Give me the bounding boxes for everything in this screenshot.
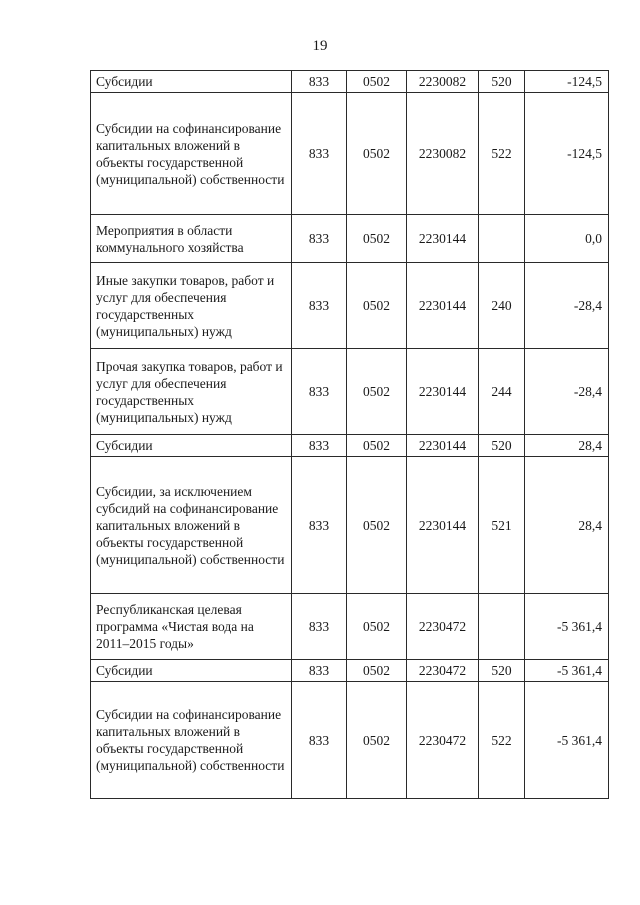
expense-type-cell: 522 (479, 93, 525, 215)
table-row (91, 215, 609, 263)
section-code-cell: 0502 (347, 457, 407, 594)
row-name-cell: Субсидии (91, 71, 292, 93)
article-code-cell: 2230144 (407, 215, 479, 263)
row-name-cell: Иные закупки товаров, работ и услуг для обеспечения государственных (муниципальных) нужд (91, 263, 292, 349)
section-code-cell: 0502 (347, 660, 407, 682)
ministry-code-cell: 833 (292, 457, 347, 594)
table-row (91, 457, 609, 594)
table-row (91, 435, 609, 457)
table-row (91, 93, 609, 215)
ministry-code-cell: 833 (292, 349, 347, 435)
table-row (91, 71, 609, 93)
section-code-cell: 0502 (347, 93, 407, 215)
article-code-cell: 2230144 (407, 457, 479, 594)
amount-cell: -28,4 (525, 263, 609, 349)
row-name-cell: Субсидии (91, 660, 292, 682)
amount-cell: 28,4 (525, 457, 609, 594)
amount-cell: -5 361,4 (525, 660, 609, 682)
section-code-cell: 0502 (347, 71, 407, 93)
row-name-cell: Субсидии, за исключением субсидий на софинансирование капитальных вложений в объекты государственной (муниципальной) собственности (91, 457, 292, 594)
row-name-cell: Субсидии на софинансирование капитальных вложений в объекты государственной (муниципальной) собственности (91, 682, 292, 799)
article-code-cell: 2230472 (407, 660, 479, 682)
ministry-code-cell: 833 (292, 594, 347, 660)
article-code-cell: 2230082 (407, 93, 479, 215)
table-row (91, 263, 609, 349)
expense-type-cell: 520 (479, 660, 525, 682)
ministry-code-cell: 833 (292, 263, 347, 349)
amount-cell: -5 361,4 (525, 682, 609, 799)
expense-type-cell: 522 (479, 682, 525, 799)
expense-type-cell: 244 (479, 349, 525, 435)
row-name-cell: Мероприятия в области коммунального хозяйства (91, 215, 292, 263)
row-name-cell: Прочая закупка товаров, работ и услуг для обеспечения государственных (муниципальных) нужд (91, 349, 292, 435)
amount-cell: -124,5 (525, 71, 609, 93)
expense-type-cell: 520 (479, 435, 525, 457)
expense-type-cell (479, 594, 525, 660)
ministry-code-cell: 833 (292, 71, 347, 93)
row-name-cell: Субсидии на софинансирование капитальных вложений в объекты государственной (муниципальной) собственности (91, 93, 292, 215)
expense-type-cell: 521 (479, 457, 525, 594)
expense-type-cell: 520 (479, 71, 525, 93)
article-code-cell: 2230144 (407, 435, 479, 457)
page-number: 19 (312, 38, 328, 54)
table-row (91, 660, 609, 682)
ministry-code-cell: 833 (292, 682, 347, 799)
row-name-cell: Республиканская целевая программа «Чистая вода на 2011–2015 годы» (91, 594, 292, 660)
table-row (91, 682, 609, 799)
amount-cell: 28,4 (525, 435, 609, 457)
article-code-cell: 2230472 (407, 682, 479, 799)
article-code-cell: 2230472 (407, 594, 479, 660)
amount-cell: 0,0 (525, 215, 609, 263)
article-code-cell: 2230082 (407, 71, 479, 93)
section-code-cell: 0502 (347, 435, 407, 457)
section-code-cell: 0502 (347, 682, 407, 799)
table-row (91, 349, 609, 435)
table-row (91, 594, 609, 660)
section-code-cell: 0502 (347, 349, 407, 435)
article-code-cell: 2230144 (407, 349, 479, 435)
ministry-code-cell: 833 (292, 660, 347, 682)
ministry-code-cell: 833 (292, 215, 347, 263)
row-name-cell: Субсидии (91, 435, 292, 457)
amount-cell: -28,4 (525, 349, 609, 435)
article-code-cell: 2230144 (407, 263, 479, 349)
budget-table (90, 70, 609, 799)
section-code-cell: 0502 (347, 215, 407, 263)
amount-cell: -124,5 (525, 93, 609, 215)
section-code-cell: 0502 (347, 594, 407, 660)
expense-type-cell: 240 (479, 263, 525, 349)
section-code-cell: 0502 (347, 263, 407, 349)
ministry-code-cell: 833 (292, 435, 347, 457)
ministry-code-cell: 833 (292, 93, 347, 215)
amount-cell: -5 361,4 (525, 594, 609, 660)
expense-type-cell (479, 215, 525, 263)
